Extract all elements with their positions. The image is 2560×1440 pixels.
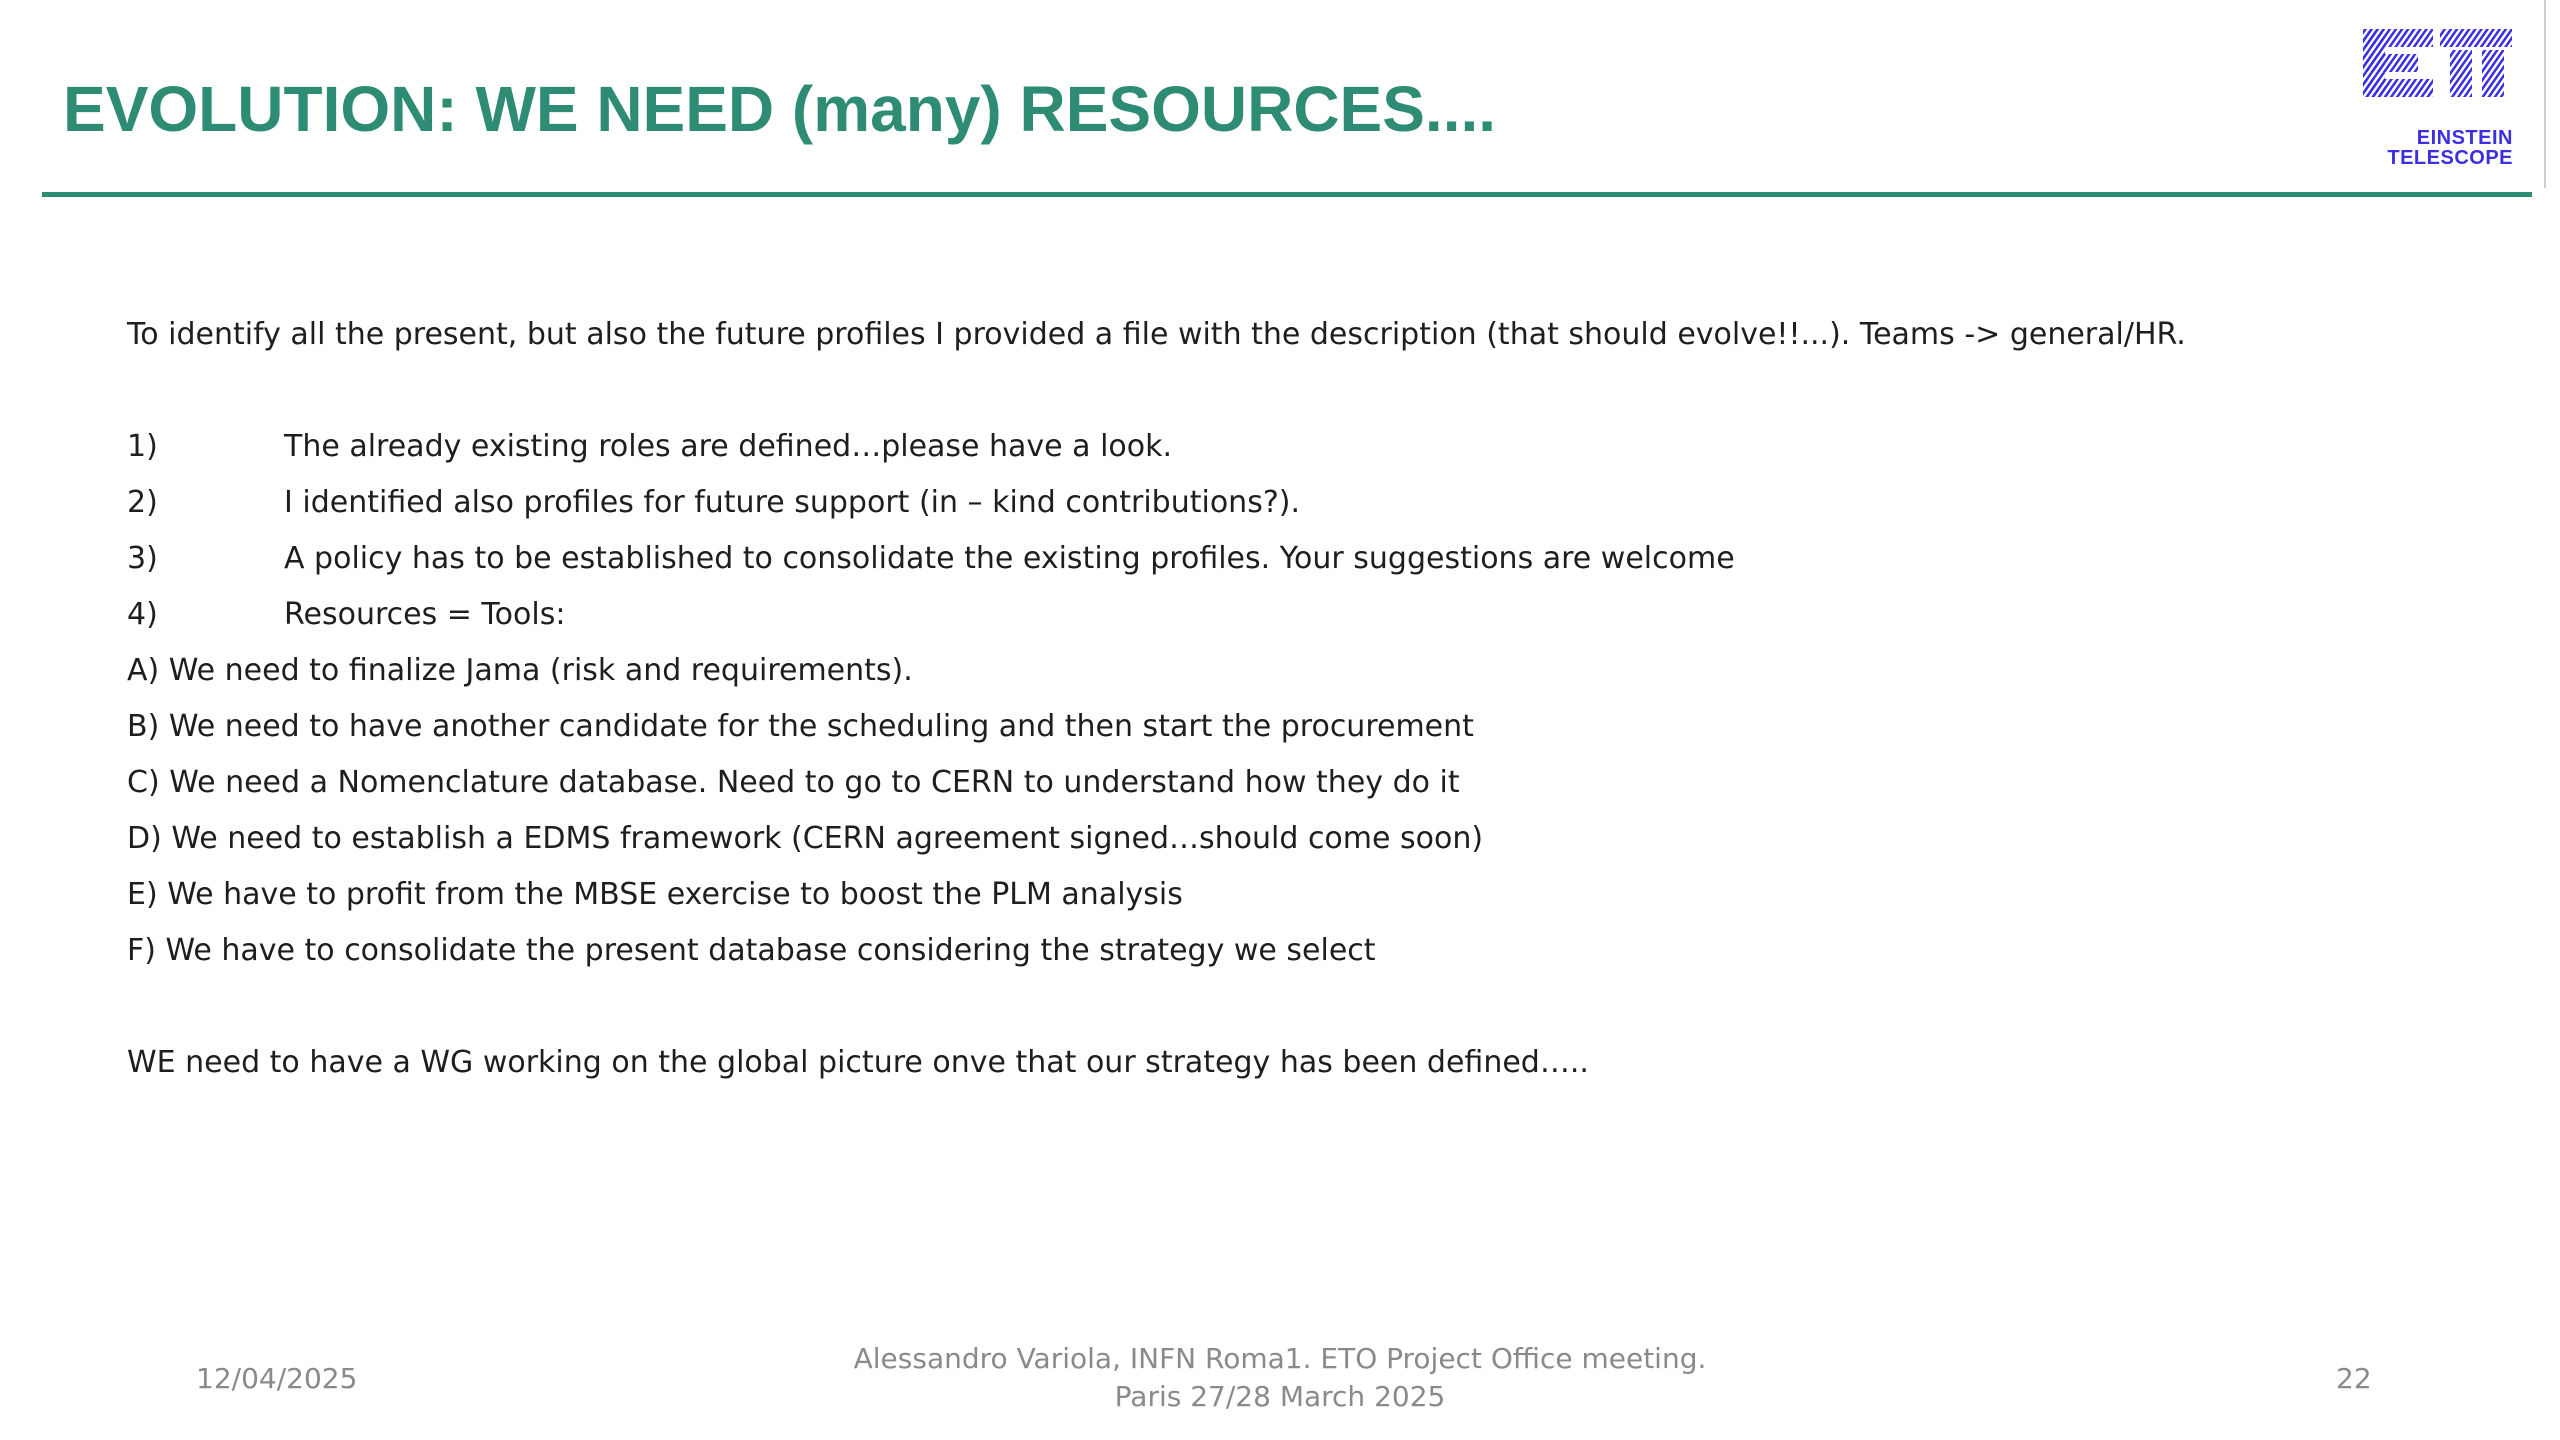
- item-number: 2): [127, 485, 158, 520]
- page-number: 22: [2336, 1362, 2372, 1395]
- footer-presenter-line2: Paris 27/28 March 2025: [1114, 1380, 1446, 1413]
- title-divider: [42, 192, 2532, 197]
- et-logo-mark-icon: [2360, 26, 2515, 106]
- lettered-item: F) We have to consolidate the present database considering the strategy we select: [127, 933, 1376, 968]
- lettered-item: E) We have to profit from the MBSE exercise to boost the PLM analysis: [127, 877, 1183, 912]
- intro-paragraph: To identify all the present, but also the future profiles I provided a file with the description (that should evolve!!...). Teams -> general/HR.: [127, 317, 2186, 352]
- logo-text-einstein: EINSTEIN: [2416, 127, 2513, 149]
- footer-date: 12/04/2025: [196, 1362, 358, 1395]
- footer-presenter-line1: Alessandro Variola, INFN Roma1. ETO Project Office meeting.: [853, 1342, 1707, 1375]
- lettered-item: C) We need a Nomenclature database. Need to go to CERN to understand how they do it: [127, 765, 1460, 800]
- item-text: I identified also profiles for future support (in – kind contributions?).: [284, 485, 1300, 520]
- lettered-item: B) We need to have another candidate for the scheduling and then start the procurement: [127, 709, 1474, 744]
- item-text: Resources = Tools:: [284, 597, 566, 632]
- item-number: 1): [127, 429, 158, 464]
- item-number: 3): [127, 541, 158, 576]
- lettered-item: A) We need to finalize Jama (risk and requirements).: [127, 653, 913, 688]
- lettered-item: D) We need to establish a EDMS framework (CERN agreement signed…should come soon): [127, 821, 1484, 856]
- slide-title: EVOLUTION: WE NEED (many) RESOURCES....: [63, 73, 1497, 145]
- item-text: The already existing roles are defined…please have a look.: [284, 429, 1173, 464]
- logo-text-telescope: TELESCOPE: [2387, 147, 2513, 169]
- item-text: A policy has to be established to consolidate the existing profiles. Your suggestions are welcome: [284, 541, 1735, 576]
- item-number: 4): [127, 597, 158, 632]
- logo-divider: [2544, 0, 2546, 188]
- closing-paragraph: WE need to have a WG working on the global picture onve that our strategy has been defined…..: [127, 1045, 1589, 1080]
- einstein-telescope-logo: [2360, 26, 2515, 171]
- footer-presenter: [780, 1340, 1780, 1416]
